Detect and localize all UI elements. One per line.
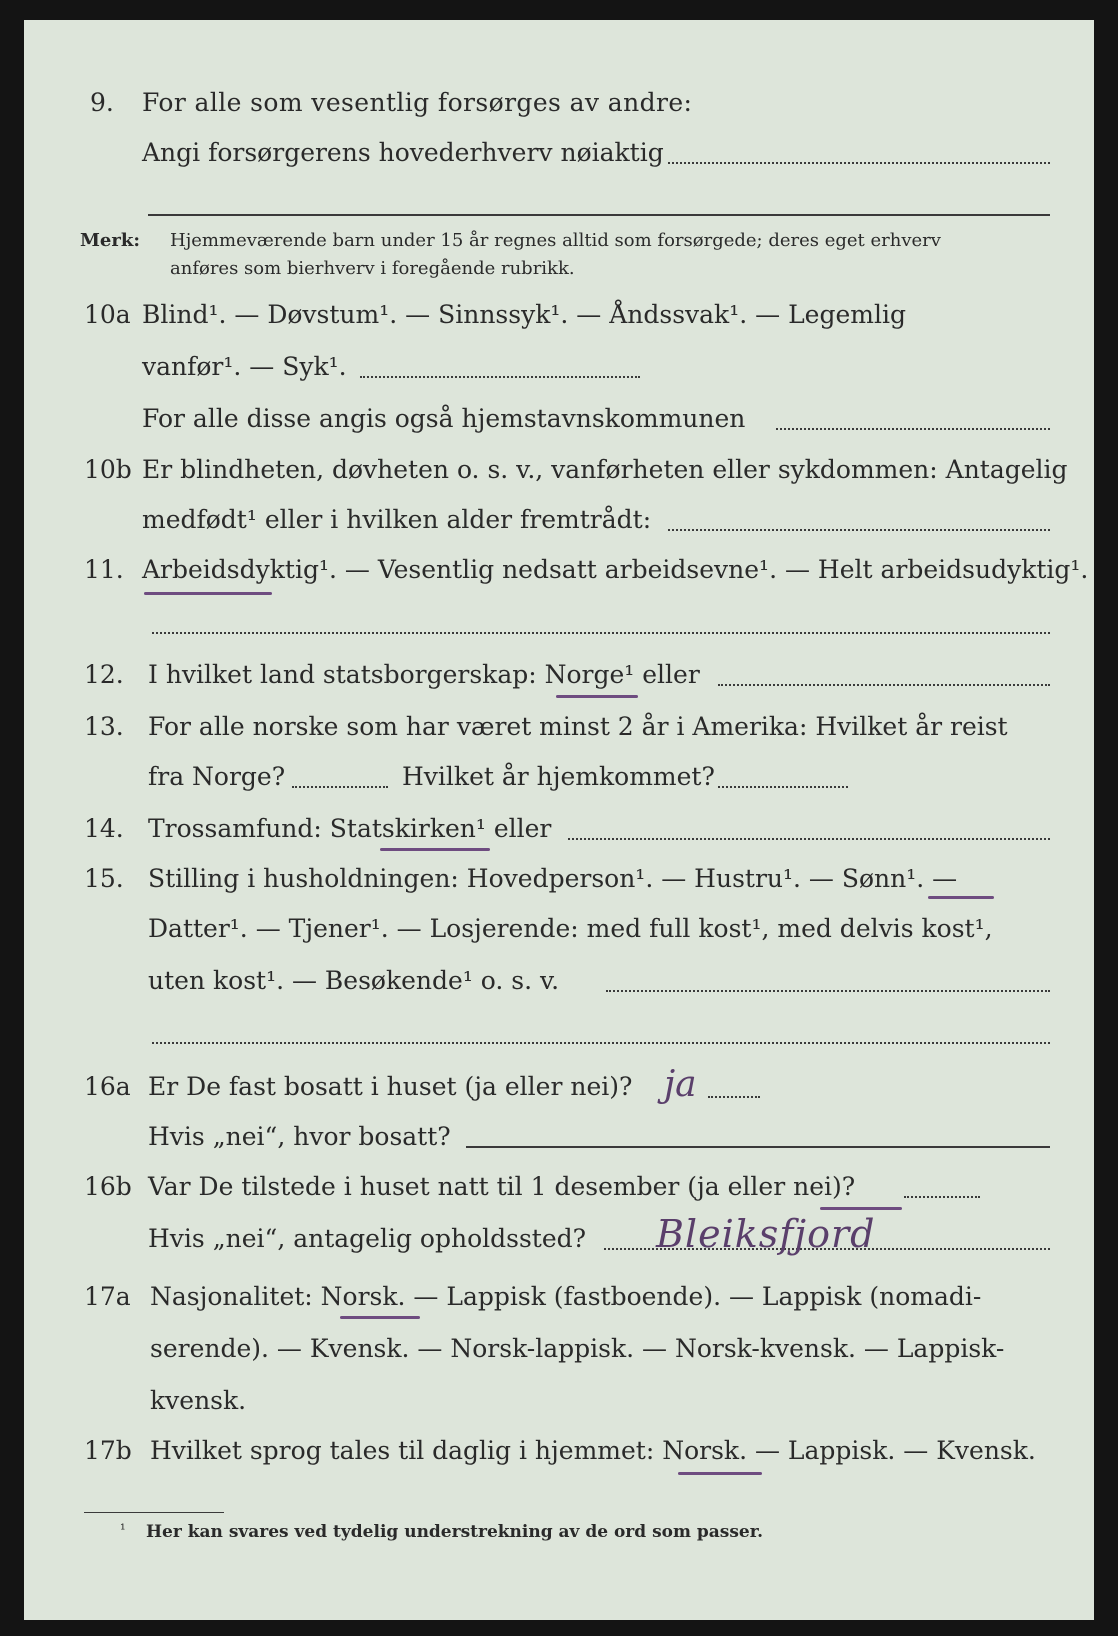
q15-line1: Stilling i husholdningen: Hovedperson¹. — Hustru¹. — Sønn¹. — <box>148 864 958 893</box>
q15-line2: Datter¹. — Tjener¹. — Losjerende: med full kost¹, med delvis kost¹, <box>148 914 993 943</box>
q10a-number: 10a <box>84 300 131 329</box>
q13-line2b: Hvilket år hjemkommet? <box>402 762 715 791</box>
q13-line1: For alle norske som har været minst 2 år i Amerika: Hvilket år reist <box>148 712 1008 741</box>
q16a-line2: Hvis „nei“, hvor bosatt? <box>148 1122 451 1151</box>
q16a-handwritten-answer: ja <box>664 1064 697 1105</box>
q11-line1: Arbeidsdyktig¹. — Vesentlig nedsatt arbeidsevne¹. — Helt arbeidsudyktig¹. <box>142 555 1089 584</box>
q13-hjemkommet-answer-line[interactable] <box>718 786 848 788</box>
footnote-text: Her kan svares ved tydelig understrekning av de ord som passer. <box>146 1522 764 1542</box>
q9-line1: For alle som vesentlig forsørges av andre: <box>142 88 693 117</box>
q17b-line1: Hvilket sprog tales til daglig i hjemmet: Norsk. — Lappisk. — Kvensk. <box>150 1436 1036 1465</box>
q12-number: 12. <box>84 660 124 689</box>
q16b-answer-line[interactable] <box>904 1196 980 1198</box>
q16b-handwritten-answer: Bleiksfjord <box>656 1212 876 1256</box>
q15-sonn-underline <box>928 896 994 899</box>
q17a-norsk-underline <box>340 1316 420 1319</box>
q17b-norsk-underline <box>678 1472 762 1475</box>
footnote-divider <box>84 1512 224 1513</box>
q12-answer-line[interactable] <box>718 684 1050 686</box>
q16b-number: 16b <box>84 1172 132 1201</box>
q17a-line1: Nasjonalitet: Norsk. — Lappisk (fastboende). — Lappisk (nomadi- <box>150 1282 982 1311</box>
q13-number: 13. <box>84 712 124 741</box>
q17a-number: 17a <box>84 1282 131 1311</box>
q13-line2: fra Norge? <box>148 762 286 791</box>
merk-line2: anføres som bierhverv i foregående rubrikk. <box>170 258 575 279</box>
q9-line2: Angi forsørgerens hovederhverv nøiaktig <box>142 138 664 167</box>
q16a-bosatt-answer-line[interactable] <box>466 1146 1050 1148</box>
q12-line1: I hvilket land statsborgerskap: Norge¹ eller <box>148 660 700 689</box>
q11-number: 11. <box>84 555 124 584</box>
q16a-line1: Er De fast bosatt i huset (ja eller nei)? <box>148 1072 633 1101</box>
q10b-number: 10b <box>84 455 132 484</box>
merk-label: Merk: <box>80 230 140 251</box>
q9-answer-line-2[interactable] <box>148 214 1050 216</box>
q10a-syk-answer-line[interactable] <box>360 376 640 378</box>
q10b-line1: Er blindheten, døvheten o. s. v., vanførheten eller sykdommen: Antagelig <box>142 455 1068 484</box>
q16b-line1: Var De tilstede i huset natt til 1 desember (ja eller nei)? <box>148 1172 856 1201</box>
q16a-answer-line[interactable] <box>708 1096 760 1098</box>
q16b-line2: Hvis „nei“, antagelig opholdssted? <box>148 1224 587 1253</box>
q11-arbeidsdyktig-underline <box>144 592 272 595</box>
q14-number: 14. <box>84 814 124 843</box>
q10a-line1: Blind¹. — Døvstum¹. — Sinnssyk¹. — Åndssvak¹. — Legemlig <box>142 300 906 329</box>
q10b-answer-line[interactable] <box>668 529 1050 531</box>
q12-norge-underline <box>556 695 638 698</box>
q17a-line3: kvensk. <box>150 1386 247 1415</box>
q16a-number: 16a <box>84 1072 131 1101</box>
footnote-mark: ¹ <box>120 1522 126 1538</box>
q17b-number: 17b <box>84 1436 132 1465</box>
q10a-line2: vanfør¹. — Syk¹. <box>142 352 347 381</box>
q14-answer-line[interactable] <box>568 838 1050 840</box>
q15-answer-line-2[interactable] <box>152 1042 1050 1044</box>
merk-line1: Hjemmeværende barn under 15 år regnes alltid som forsørgede; deres eget erhverv <box>170 230 941 251</box>
q15-line3: uten kost¹. — Besøkende¹ o. s. v. <box>148 966 560 995</box>
q9-number: 9. <box>90 88 114 117</box>
q9-answer-line[interactable] <box>668 162 1050 164</box>
q10a-line3: For alle disse angis også hjemstavnskommunen <box>142 404 746 433</box>
q10a-answer-line[interactable] <box>776 428 1050 430</box>
q14-line1: Trossamfund: Statskirken¹ eller <box>148 814 552 843</box>
q13-reist-answer-line[interactable] <box>292 786 388 788</box>
q16b-nei-underline <box>820 1207 902 1210</box>
q10b-line2: medfødt¹ eller i hvilken alder fremtrådt: <box>142 505 652 534</box>
q15-number: 15. <box>84 864 124 893</box>
q14-statskirken-underline <box>380 848 490 851</box>
q15-answer-line[interactable] <box>606 990 1050 992</box>
q11-answer-line[interactable] <box>152 632 1050 634</box>
q17a-line2: serende). — Kvensk. — Norsk-lappisk. — Norsk-kvensk. — Lappisk- <box>150 1334 1005 1363</box>
